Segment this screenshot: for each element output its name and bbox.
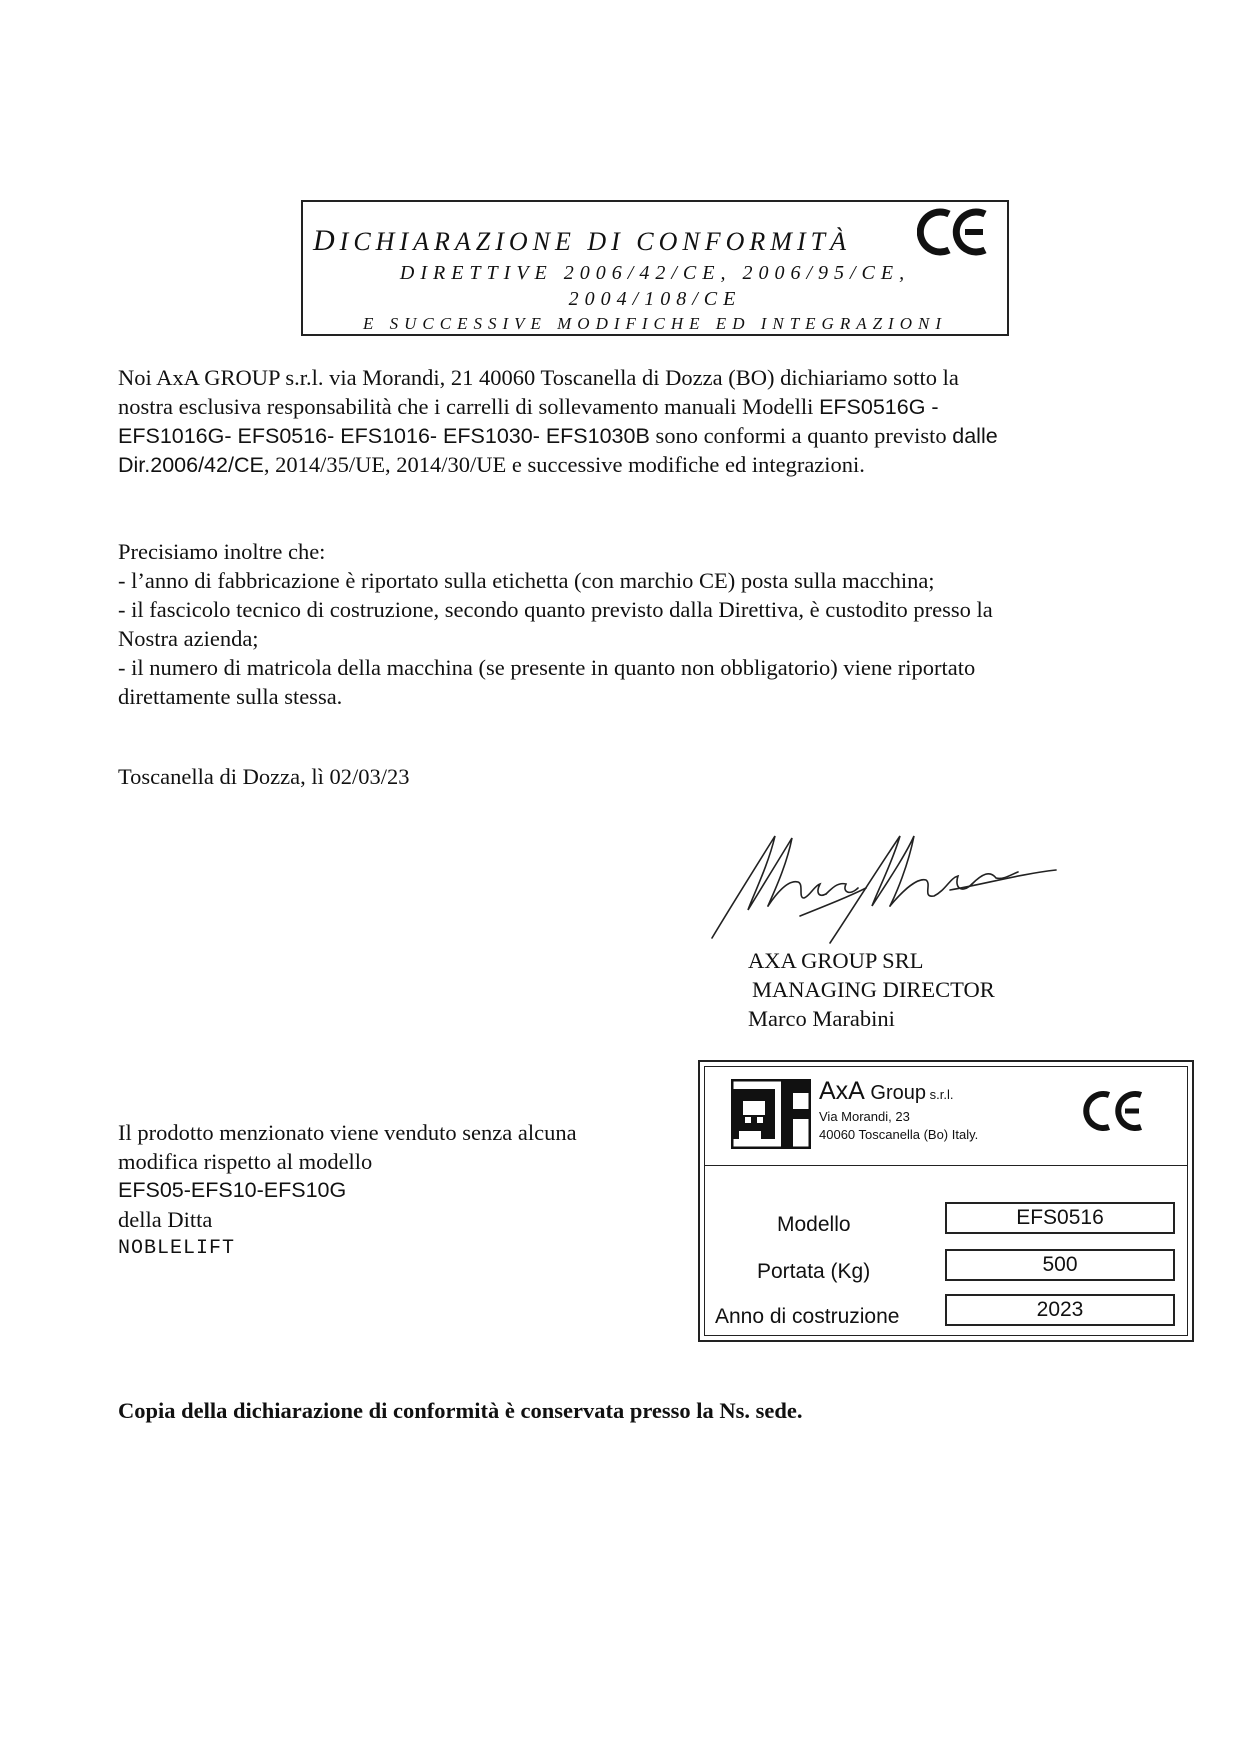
declaration-model-first: EFS0516G - — [819, 395, 939, 419]
product-note-line-1: Il prodotto menzionato viene venduto senza alcuna — [118, 1120, 577, 1145]
product-note-model: EFS05-EFS10-EFS10G — [118, 1178, 347, 1202]
declaration-title — [313, 224, 851, 258]
clarification-item-2-cont: Nostra azienda; — [118, 626, 259, 651]
title-rest: ICHIARAZIONE DI CONFORMITÀ — [339, 227, 851, 256]
signatory-role: MANAGING DIRECTOR — [752, 977, 995, 1002]
label-row-capacity-label: Portata (Kg) — [757, 1260, 871, 1283]
clarification-item-1: - l’anno di fabbricazione è riportato sulla etichetta (con marchio CE) posta sulla macchina; — [118, 568, 935, 593]
directives-line-3: E SUCCESSIVE MODIFICHE ED INTEGRAZIONI — [362, 314, 947, 333]
declaration-line-3-text: sono conformi a quanto previsto — [649, 423, 953, 448]
declaration-line-4-text: , 2014/35/UE, 2014/30/UE e successive modifiche ed integrazioni. — [263, 452, 865, 477]
footer-note: Copia della dichiarazione di conformità è conservata presso la Ns. sede. — [118, 1398, 803, 1423]
signatory-name: Marco Marabini — [748, 1006, 895, 1031]
title-initial: D — [313, 224, 340, 257]
declaration-line-4 — [118, 450, 865, 480]
label-row-capacity-value: 500 — [945, 1249, 1175, 1281]
label-row-model-label: Modello — [777, 1213, 851, 1236]
axa-logo-icon — [731, 1079, 811, 1149]
declaration-models: EFS1016G- EFS0516- EFS1016- EFS1030- EFS1030B — [118, 424, 650, 448]
signatory-company: AXA GROUP SRL — [748, 948, 924, 973]
label-divider — [705, 1165, 1187, 1166]
directives-line-1: DIRETTIVE 2006/42/CE, 2006/95/CE, — [399, 262, 911, 284]
product-note-line-2: modifica rispetto al modello — [118, 1149, 373, 1174]
clarification-item-3: - il numero di matricola della macchina (se presente in quanto non obbligatorio) viene riportato — [118, 655, 976, 680]
label-inner-frame — [704, 1066, 1188, 1336]
label-brand-axa: AxA — [819, 1077, 865, 1105]
label-brand — [819, 1077, 953, 1106]
product-note-manufacturer: NOBLELIFT — [118, 1237, 236, 1260]
declaration-line-3-tail: dalle — [952, 424, 998, 448]
declaration-line-2-text: nostra esclusiva responsabilità che i carrelli di sollevamento manuali Modelli — [118, 394, 820, 419]
declaration-directive: Dir.2006/42/CE — [118, 453, 264, 477]
declaration-line-3 — [118, 421, 998, 451]
declaration-line-1: Noi AxA GROUP s.r.l. via Morandi, 21 40060 Toscanella di Dozza (BO) dichiariamo sotto la — [118, 365, 959, 390]
label-address-2: 40060 Toscanella (Bo) Italy. — [819, 1127, 979, 1142]
label-brand-suffix: s.r.l. — [926, 1087, 954, 1102]
label-ce-mark-icon — [1081, 1089, 1145, 1133]
clarification-item-2: - il fascicolo tecnico di costruzione, secondo quanto previsto dalla Direttiva, è custodito presso la — [118, 597, 993, 622]
ce-mark-icon — [917, 206, 991, 258]
label-row-year-value: 2023 — [945, 1294, 1175, 1326]
clarifications-intro: Precisiamo inoltre che: — [118, 539, 326, 564]
declaration-line-2 — [118, 392, 939, 422]
handwritten-signature — [700, 818, 1070, 946]
clarification-item-3-cont: direttamente sulla stessa. — [118, 684, 343, 709]
label-address-1: Via Morandi, 23 — [819, 1109, 910, 1124]
declaration-header-box — [301, 200, 1009, 336]
label-row-year-label: Anno di costruzione — [715, 1305, 900, 1328]
machine-identification-label — [698, 1060, 1194, 1342]
product-note-line-4: della Ditta — [118, 1207, 213, 1232]
directives-line-2: 2004/108/CE — [568, 288, 742, 310]
label-brand-group: Group — [864, 1082, 927, 1104]
label-row-model-value: EFS0516 — [945, 1202, 1175, 1234]
place-date: Toscanella di Dozza, lì 02/03/23 — [118, 764, 410, 789]
